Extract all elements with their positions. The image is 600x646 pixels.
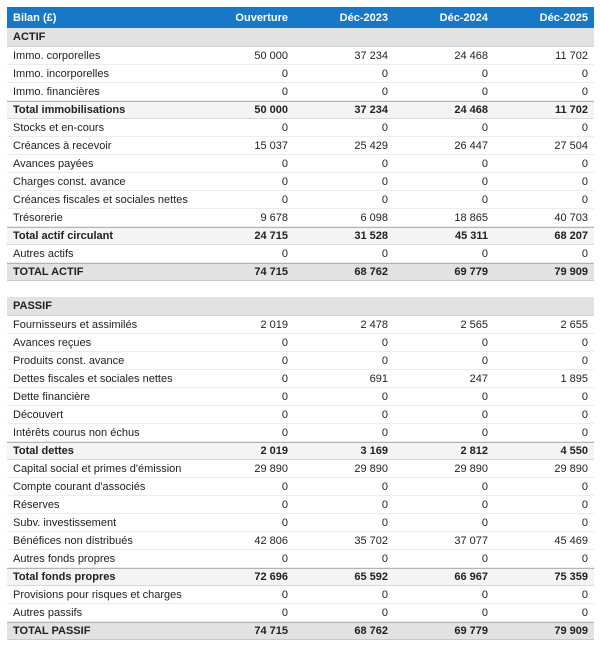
row-value: 0 <box>581 247 588 260</box>
row-value: 0 <box>381 552 388 565</box>
table-row <box>7 460 594 478</box>
row-value: 68 207 <box>554 230 588 242</box>
row-value: 45 469 <box>554 534 588 547</box>
row-value: 68 762 <box>354 266 388 278</box>
row-value: 0 <box>581 175 588 188</box>
table-row <box>7 604 594 622</box>
row-label: Immo. corporelles <box>13 49 101 62</box>
row-value: 0 <box>481 67 488 80</box>
row-label: Compte courant d'associés <box>13 480 146 493</box>
row-label: Autres passifs <box>13 606 83 619</box>
table-row <box>7 119 594 137</box>
table-row <box>7 622 594 640</box>
row-value: 0 <box>581 480 588 493</box>
row-value: 24 715 <box>254 230 288 242</box>
table-title-cell: Bilan (£) <box>13 11 57 24</box>
row-value: 0 <box>281 175 288 188</box>
table-row <box>7 334 594 352</box>
row-value: 0 <box>581 157 588 170</box>
table-row <box>7 532 594 550</box>
row-value: 0 <box>281 588 288 601</box>
row-value: 0 <box>481 354 488 367</box>
row-value: 0 <box>581 498 588 511</box>
row-value: 0 <box>381 157 388 170</box>
row-value: 0 <box>581 193 588 206</box>
row-value: 26 447 <box>454 139 488 152</box>
row-label: Réserves <box>13 498 60 511</box>
row-value: 3 169 <box>360 445 388 457</box>
row-value: 0 <box>381 247 388 260</box>
table-row <box>7 316 594 334</box>
table-row <box>7 263 594 281</box>
row-value: 0 <box>381 498 388 511</box>
table-row <box>7 586 594 604</box>
row-value: 2 019 <box>260 318 288 331</box>
row-value: 0 <box>281 247 288 260</box>
table-row <box>7 47 594 65</box>
row-label: Créances fiscales et sociales nettes <box>13 193 188 206</box>
row-value: 0 <box>381 336 388 349</box>
row-value: 0 <box>281 606 288 619</box>
table-row <box>7 209 594 227</box>
row-value: 0 <box>381 606 388 619</box>
table-row <box>7 370 594 388</box>
section-header-actif <box>7 28 594 47</box>
row-value: 45 311 <box>454 230 488 242</box>
table-header-row <box>7 7 594 28</box>
row-value: 0 <box>281 426 288 439</box>
row-value: 6 098 <box>360 211 388 224</box>
column-header-dec-2023: Déc-2023 <box>339 11 388 24</box>
row-value: 0 <box>481 85 488 98</box>
row-value: 0 <box>281 85 288 98</box>
row-value: 79 909 <box>554 266 588 278</box>
row-value: 1 895 <box>560 372 588 385</box>
row-value: 0 <box>381 85 388 98</box>
table-body <box>7 28 594 640</box>
row-label: Total actif circulant <box>13 230 114 242</box>
row-value: 11 702 <box>554 104 588 116</box>
row-value: 0 <box>281 552 288 565</box>
section-title: PASSIF <box>13 300 52 312</box>
row-value: 29 890 <box>354 462 388 475</box>
table-row <box>7 245 594 263</box>
row-value: 68 762 <box>354 625 388 637</box>
row-value: 0 <box>581 85 588 98</box>
row-value: 0 <box>381 426 388 439</box>
row-label: Créances à recevoir <box>13 139 112 152</box>
row-label: Avances reçues <box>13 336 92 349</box>
row-label: Fournisseurs et assimilés <box>13 318 138 331</box>
row-label: Dette financière <box>13 390 91 403</box>
row-value: 0 <box>281 193 288 206</box>
table-row <box>7 137 594 155</box>
row-value: 37 234 <box>354 104 388 116</box>
row-value: 0 <box>481 175 488 188</box>
table-row <box>7 227 594 245</box>
row-value: 24 468 <box>454 104 488 116</box>
row-value: 0 <box>281 372 288 385</box>
row-value: 42 806 <box>254 534 288 547</box>
row-value: 2 478 <box>360 318 388 331</box>
row-value: 0 <box>481 193 488 206</box>
row-value: 29 890 <box>554 462 588 475</box>
row-value: 74 715 <box>254 266 288 278</box>
table-row <box>7 406 594 424</box>
table-row <box>7 496 594 514</box>
row-value: 0 <box>581 390 588 403</box>
row-label: Intérêts courus non échus <box>13 426 140 439</box>
row-value: 15 037 <box>254 139 288 152</box>
row-value: 0 <box>481 336 488 349</box>
row-value: 0 <box>481 390 488 403</box>
table-row <box>7 101 594 119</box>
row-value: 2 019 <box>260 445 288 457</box>
row-value: 37 077 <box>454 534 488 547</box>
row-value: 65 592 <box>354 571 388 583</box>
table-row <box>7 550 594 568</box>
row-value: 0 <box>381 480 388 493</box>
row-label: Total immobilisations <box>13 104 126 116</box>
row-label: Immo. financières <box>13 85 100 98</box>
row-value: 0 <box>481 588 488 601</box>
row-value: 0 <box>381 588 388 601</box>
table-row <box>7 424 594 442</box>
row-value: 50 000 <box>254 49 288 62</box>
row-value: 79 909 <box>554 625 588 637</box>
row-value: 0 <box>481 157 488 170</box>
row-value: 69 779 <box>454 266 488 278</box>
table-row <box>7 442 594 460</box>
table-row <box>7 352 594 370</box>
table-row <box>7 514 594 532</box>
row-value: 0 <box>381 193 388 206</box>
row-value: 40 703 <box>554 211 588 224</box>
row-value: 0 <box>381 390 388 403</box>
section-actif <box>7 28 594 281</box>
column-header-dec-2025: Déc-2025 <box>539 11 588 24</box>
row-value: 27 504 <box>554 139 588 152</box>
row-value: 0 <box>581 336 588 349</box>
row-value: 69 779 <box>454 625 488 637</box>
table-row <box>7 155 594 173</box>
row-value: 0 <box>281 67 288 80</box>
row-value: 0 <box>581 588 588 601</box>
row-label: Produits const. avance <box>13 354 125 367</box>
row-value: 0 <box>581 121 588 134</box>
column-header-dec-2024: Déc-2024 <box>439 11 488 24</box>
row-value: 29 890 <box>254 462 288 475</box>
row-value: 75 359 <box>554 571 588 583</box>
row-value: 0 <box>281 498 288 511</box>
table-row <box>7 83 594 101</box>
row-value: 0 <box>381 121 388 134</box>
row-value: 0 <box>281 121 288 134</box>
row-label: Capital social et primes d'émission <box>13 462 182 475</box>
row-value: 74 715 <box>254 625 288 637</box>
row-value: 0 <box>581 408 588 421</box>
row-value: 37 234 <box>354 49 388 62</box>
row-value: 0 <box>481 121 488 134</box>
row-label: Autres fonds propres <box>13 552 116 565</box>
section-header-passif <box>7 297 594 316</box>
row-value: 0 <box>581 354 588 367</box>
row-label: Immo. incorporelles <box>13 67 109 80</box>
row-label: Avances payées <box>13 157 94 170</box>
row-value: 0 <box>281 516 288 529</box>
row-value: 2 655 <box>560 318 588 331</box>
row-label: Découvert <box>13 408 64 421</box>
row-value: 247 <box>469 372 488 385</box>
row-value: 72 696 <box>254 571 288 583</box>
row-value: 50 000 <box>254 104 288 116</box>
row-value: 0 <box>281 157 288 170</box>
row-value: 0 <box>481 247 488 260</box>
row-value: 0 <box>281 354 288 367</box>
row-value: 0 <box>381 67 388 80</box>
table-row <box>7 65 594 83</box>
row-value: 0 <box>581 552 588 565</box>
row-value: 0 <box>481 426 488 439</box>
row-value: 0 <box>481 480 488 493</box>
row-value: 24 468 <box>454 49 488 62</box>
row-label: Subv. investissement <box>13 516 117 529</box>
column-header-ouverture: Ouverture <box>235 11 288 24</box>
row-value: 0 <box>481 408 488 421</box>
row-label: Bénéfices non distribués <box>13 534 133 547</box>
row-label: Autres actifs <box>13 247 74 260</box>
table-row <box>7 173 594 191</box>
row-value: 29 890 <box>454 462 488 475</box>
row-label: Stocks et en-cours <box>13 121 105 134</box>
row-value: 0 <box>581 67 588 80</box>
row-value: 66 967 <box>454 571 488 583</box>
row-label: Total fonds propres <box>13 571 116 583</box>
row-value: 0 <box>381 175 388 188</box>
table-row <box>7 478 594 496</box>
row-value: 691 <box>369 372 388 385</box>
row-label: Charges const. avance <box>13 175 126 188</box>
row-value: 4 550 <box>560 445 588 457</box>
row-label: Total dettes <box>13 445 74 457</box>
row-label: Trésorerie <box>13 211 63 224</box>
table-row <box>7 568 594 586</box>
row-label: Dettes fiscales et sociales nettes <box>13 372 173 385</box>
table-row <box>7 191 594 209</box>
row-value: 0 <box>281 480 288 493</box>
row-value: 0 <box>281 390 288 403</box>
balance-sheet-table <box>7 7 594 640</box>
section-title: ACTIF <box>13 31 46 43</box>
row-label: Provisions pour risques et charges <box>13 588 182 601</box>
row-value: 0 <box>281 408 288 421</box>
row-value: 31 528 <box>354 230 388 242</box>
row-value: 0 <box>481 606 488 619</box>
row-value: 0 <box>581 606 588 619</box>
row-value: 0 <box>381 408 388 421</box>
row-value: 0 <box>481 498 488 511</box>
row-value: 11 702 <box>555 49 588 62</box>
row-value: 0 <box>581 516 588 529</box>
row-value: 0 <box>281 336 288 349</box>
row-value: 0 <box>381 516 388 529</box>
section-passif <box>7 297 594 640</box>
row-value: 9 678 <box>260 211 288 224</box>
row-value: 0 <box>481 552 488 565</box>
row-value: 18 865 <box>454 211 488 224</box>
row-value: 0 <box>381 354 388 367</box>
row-label: TOTAL ACTIF <box>13 266 84 278</box>
row-value: 0 <box>581 426 588 439</box>
row-value: 25 429 <box>354 139 388 152</box>
row-value: 35 702 <box>354 534 388 547</box>
table-row <box>7 388 594 406</box>
row-value: 2 812 <box>460 445 488 457</box>
row-value: 0 <box>481 516 488 529</box>
row-value: 2 565 <box>460 318 488 331</box>
row-label: TOTAL PASSIF <box>13 625 91 637</box>
